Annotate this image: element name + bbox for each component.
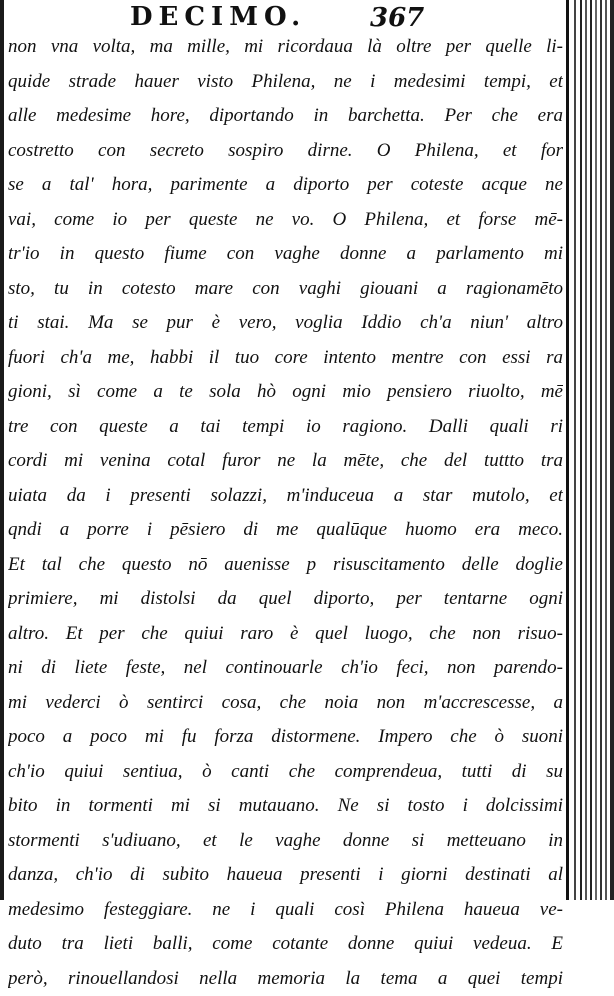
text-line: costretto con secreto sospiro dirne. O Philena, et for	[8, 134, 563, 169]
text-line: medesimo festeggiare. ne i quali così Philena haueua ve-	[8, 893, 563, 928]
page-edge-line	[574, 0, 576, 900]
text-line: tre con queste a tai tempi io ragiono. Dalli quali ri	[8, 410, 563, 445]
text-line: se a tal' hora, parimente a diporto per coteste acque ne	[8, 168, 563, 203]
text-line: ch'io quiui sentiua, ò canti che comprendeua, tutti di su	[8, 755, 563, 790]
page-edge-line	[590, 0, 592, 900]
text-line: ni di liete feste, nel continouarle ch'io feci, non parendo-	[8, 651, 563, 686]
binding-gutter	[0, 0, 4, 900]
text-line: però, rinouellandosi nella memoria la tema a quei tempi	[8, 962, 563, 996]
text-line: alle medesime hore, diportando in barchetta. Per che era	[8, 99, 563, 134]
text-line: uiata da i presenti solazzi, m'induceua a star mutolo, et	[8, 479, 563, 514]
text-line: stormenti s'udiuano, et le vaghe donne si metteuano in	[8, 824, 563, 859]
text-line: vai, come io per queste ne vo. O Philena, et forse mē-	[8, 203, 563, 238]
text-line: cordi mi venina cotal furor ne la mēte, che del tuttto tra	[8, 444, 563, 479]
text-line: primiere, mi distolsi da quel diporto, per tentarne ogni	[8, 582, 563, 617]
text-line: non vna volta, ma mille, mi ricordaua là oltre per quelle li-	[8, 30, 563, 65]
page-edge-line	[605, 0, 607, 900]
text-line: gioni, sì come a te sola hò ogni mio pensiero riuolto, mē	[8, 375, 563, 410]
text-line: qndi a porre i pēsiero di me qualūque huomo era meco.	[8, 513, 563, 548]
text-line: sto, tu in cotesto mare con vaghi giouani a ragionamēto	[8, 272, 563, 307]
page-edge-line	[600, 0, 602, 900]
page-edge-line	[580, 0, 582, 900]
text-line: Et tal che questo nō auenisse p risuscitamento delle doglie	[8, 548, 563, 583]
text-line: duto tra lieti balli, come cotante donne quiui vedeua. E	[8, 927, 563, 962]
page-edges	[566, 0, 614, 900]
page-edge-line	[585, 0, 587, 900]
text-line: tr'io in questo fiume con vaghe donne a parlamento mi	[8, 237, 563, 272]
text-line: mi vederci ò sentirci cosa, che noia non m'accrescesse, a	[8, 686, 563, 721]
text-line: quide strade hauer visto Philena, ne i medesimi tempi, et	[8, 65, 563, 100]
page-number: 367	[370, 3, 424, 33]
page-edge-line	[610, 0, 614, 900]
running-head: DECIMO.	[130, 2, 306, 32]
text-line: bito in tormenti mi si mutauano. Ne si tosto i dolcissimi	[8, 789, 563, 824]
page-edge-line	[566, 0, 569, 900]
text-line: fuori ch'a me, habbi il tuo core intento mentre con essi ra	[8, 341, 563, 376]
text-line: danza, ch'io di subito haueua presenti i giorni destinati al	[8, 858, 563, 893]
text-line: poco a poco mi fu forza distormene. Impero che ò suoni	[8, 720, 563, 755]
text-line: altro. Et per che quiui raro è quel luogo, che non risuo-	[8, 617, 563, 652]
text-line: ti stai. Ma se pur è vero, voglia Iddio ch'a niun' altro	[8, 306, 563, 341]
body-text	[8, 30, 563, 996]
page-edge-line	[595, 0, 597, 900]
